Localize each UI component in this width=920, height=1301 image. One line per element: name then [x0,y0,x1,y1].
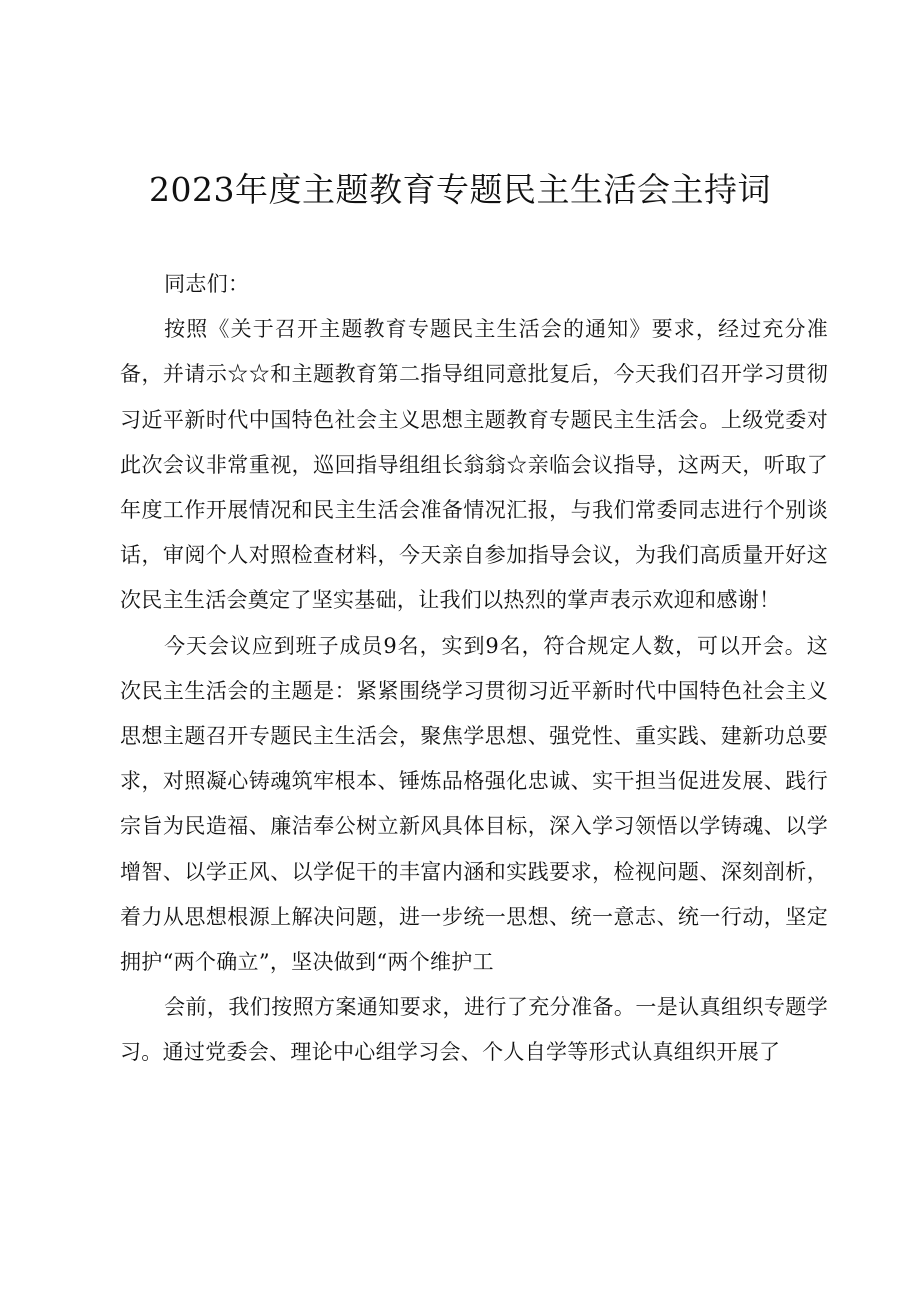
paragraph-theme: 今天会议应到班子成员9名，实到9名，符合规定人数，可以开会。这次民主生活会的主题是：紧紧围绕学习贯彻习近平新时代中国特色社会主义思想主题召开专题民主生活会，聚焦学思想、强党性、重实践、建新功总要求，对照凝心铸魂筑牢根本、锤炼品格强化忠诚、实干担当促进发展、践行宗旨为民造福、廉洁奉公树立新风具体目标，深入学习领悟以学铸魂、以学增智、以学正风、以学促干的丰富内涵和实践要求，检视问题、深刻剖析，着力从思想根源上解决问题，进一步统一思想、统一意志、统一行动，坚定拥护“两个确立”，坚决做到“两个维护工 [120,633,828,975]
salutation: 同志们： [164,272,250,296]
document-title: 2023年度主题教育专题民主生活会主持词 [149,170,771,209]
paragraph-opening: 按照《关于召开主题教育专题民主生活会的通知》要求，经过充分准备，并请示☆☆和主题教育第二指导组同意批复后，今天我们召开学习贯彻习近平新时代中国特色社会主义思想主题教育专题民主生活会。上级党委对此次会议非常重视，巡回指导组组长翁翁☆亲临会议指导，这两天，听取了年度工作开展情况和民主生活会准备情况汇报，与我们常委同志进行个别谈话，审阅个人对照检查材料，今天亲自参加指导会议，为我们高质量开好这次民主生活会奠定了坚实基础，让我们以热烈的掌声表示欢迎和感谢！ [120,317,828,613]
paragraph-preparation: 会前，我们按照方案通知要求，进行了充分准备。一是认真组织专题学习。通过党委会、理论中心组学习会、个人自学等形式认真组织开展了 [120,995,828,1065]
document-body [120,262,828,1076]
